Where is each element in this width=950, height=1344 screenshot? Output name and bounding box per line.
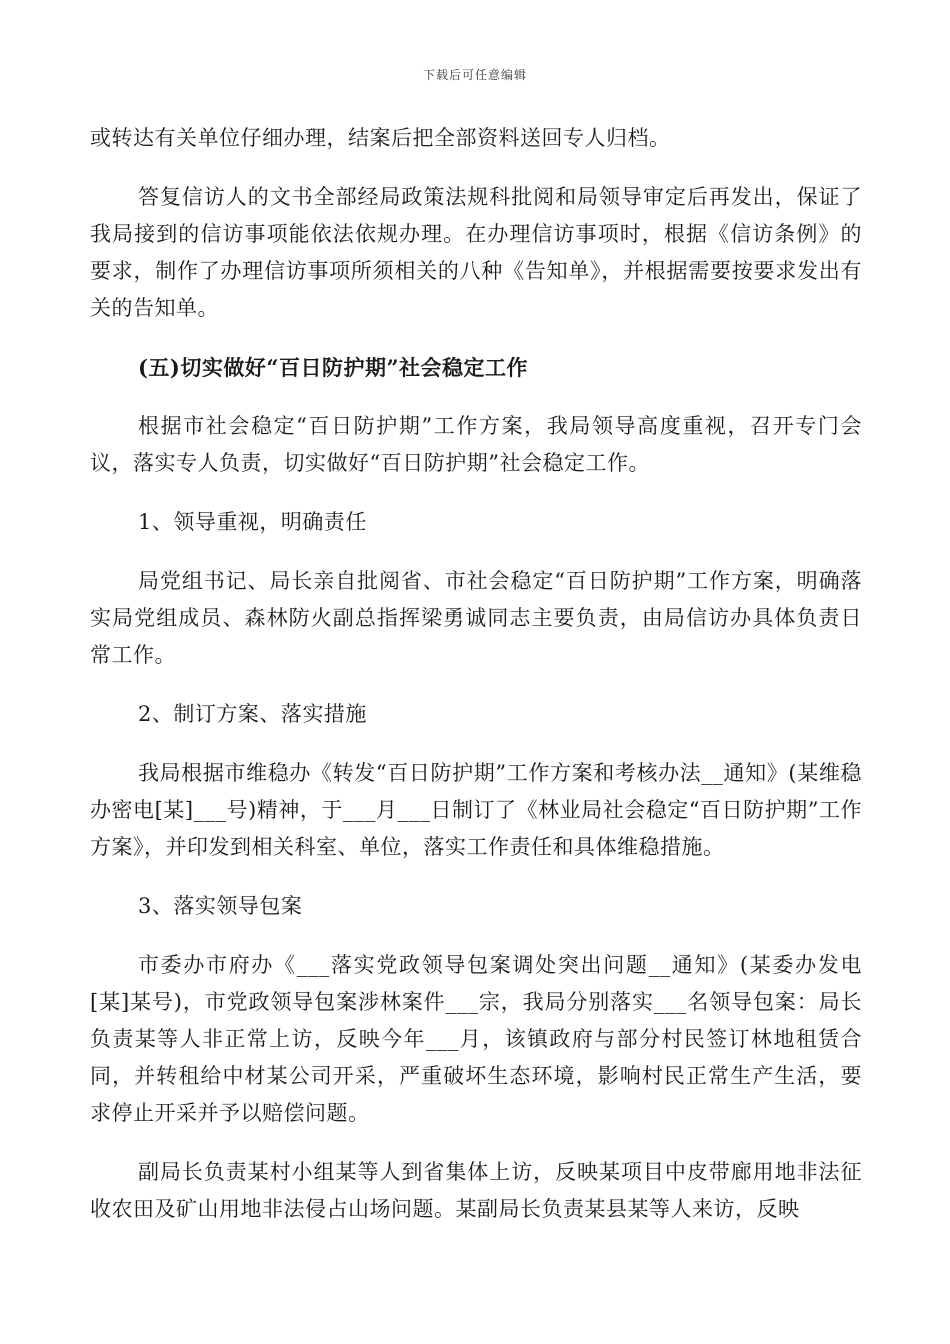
paragraph-leadership: 局党组书记、局长亲自批阅省、市社会稳定“百日防护期”工作方案，明确落实局党组成员、森林防火副总指挥梁勇诚同志主要负责，由局信访办具体负责日常工作。 [90,569,862,667]
paragraph-measures: 我局根据市维稳办《转发“百日防护期”工作方案和考核办法__通知》(某维稳办密电[某]___号)精神，于___月___日制订了《林业局社会稳定“百日防护期”工作方案》，并印发到相关科室、单位，落实工作责任和具体维稳措施。 [90,761,862,859]
subheading-3: 3、落实领导包案 [138,894,303,918]
paragraph-case-assignment: 市委办市府办《___落实党政领导包案调处突出问题__通知》(某委办发电[某]某号)，市党政领导包案涉林案件___宗，我局分别落实___名领导包案：局长负责某等人非正常上访，反映今年___月，该镇政府与部分村民签订林地租赁合同，并转租给中材某公司开采，严重破坏生态环境，影响村民正常生产生活，要求停止开采并予以赔偿问题。 [90,953,862,1125]
document-body [90,120,862,1228]
subheading-2: 2、制订方案、落实措施 [138,702,367,726]
subheading-1: 1、领导重视，明确责任 [138,510,367,534]
paragraph-deputy-director: 副局长负责某村小组某等人到省集体上访，反映某项目中皮带廊用地非法征收农田及矿山用地非法侵占山场问题。某副局长负责某县某等人来访，反映 [90,1160,862,1221]
paragraph-stability-plan: 根据市社会稳定“百日防护期”工作方案，我局领导高度重视，召开专门会议，落实专人负责，切实做好“百日防护期”社会稳定工作。 [90,414,862,475]
paragraph-reply-documents: 答复信访人的文书全部经局政策法规科批阅和局领导审定后再发出，保证了我局接到的信访事项能依法依规办理。在办理信访事项时，根据《信访条例》的要求，制作了办理信访事项所须相关的八种《告知单》，并根据需要按要求发出有关的告知单。 [90,185,862,320]
section-heading-five: (五)切实做好“百日防护期”社会稳定工作 [138,355,529,380]
paragraph-archive-continuation: 或转达有关单位仔细办理，结案后把全部资料送回专人归档。 [90,126,671,150]
page-header-note: 下载后可任意编辑 [422,68,527,82]
